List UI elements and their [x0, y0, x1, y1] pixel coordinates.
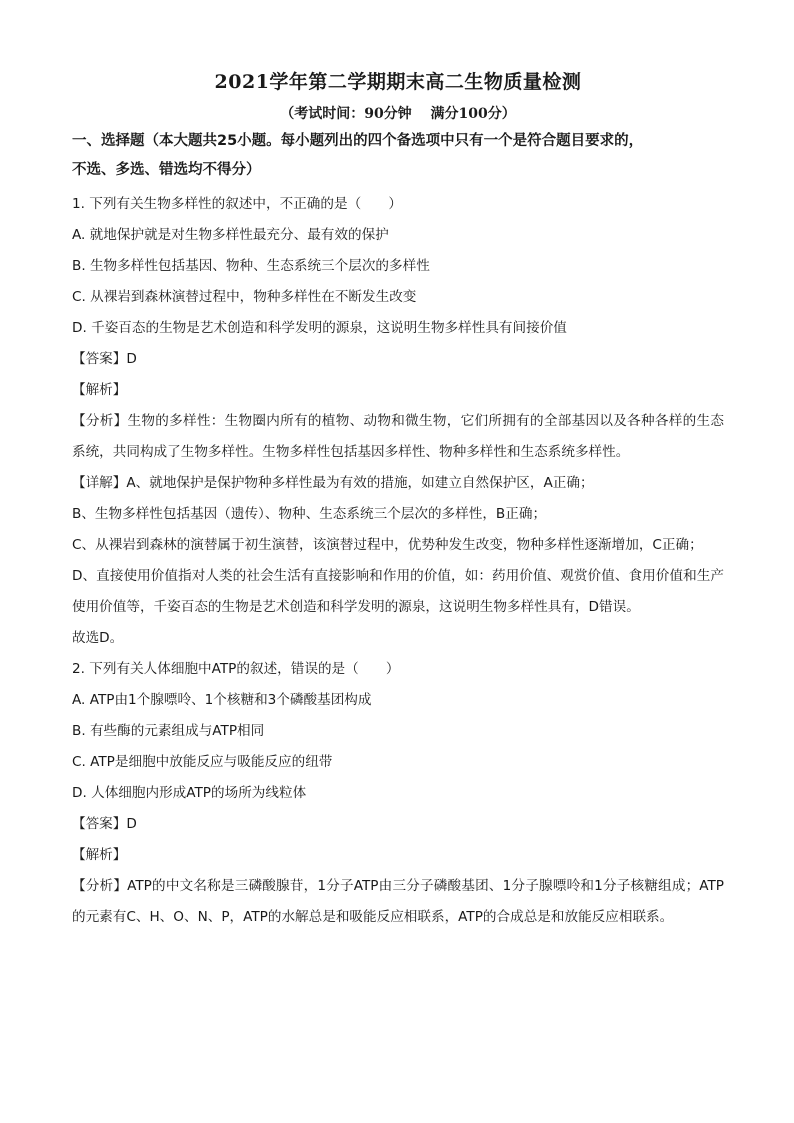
section-heading-line-2: 不选、多选、错选均不得分）: [72, 162, 261, 178]
fenxi-text: 生物的多样性：生物圈内所有的植物、动物和微生物，它们所拥有的全部基因以及各种各样的生态系统，共同构成了生物多样性。生物多样性包括基因多样性、物种多样性和生态系统多样性。: [72, 413, 724, 460]
question-1-xiangjie-d: D、直接使用价值指对人类的社会生活有直接影响和作用的价值，如：药用价值、观赏价值、食用价值和生产使用价值等，千姿百态的生物是艺术创造和科学发明的源泉，这说明生物多样性具有，D错误。: [72, 568, 724, 615]
section-heading-line-1: 一、选择题（本大题共25小题。每小题列出的四个备选项中只有一个是符合题目要求的，: [72, 133, 644, 149]
question-1-stem: 1. 下列有关生物多样性的叙述中，不正确的是（ ）: [72, 196, 402, 212]
question-1-option-c: C. 从裸岩到森林演替过程中，物种多样性在不断发生改变: [72, 289, 417, 305]
answer-value: D: [126, 816, 137, 832]
fenxi-tag: 【分析】: [72, 878, 128, 894]
question-1-option-b: B. 生物多样性包括基因、物种、生态系统三个层次的多样性: [72, 258, 430, 274]
question-1-answer: [72, 344, 724, 375]
question-2-stem: 2. 下列有关人体细胞中ATP的叙述，错误的是（ ）: [72, 661, 400, 677]
question-1-xiangjie-a: [72, 468, 724, 499]
question-1: [72, 189, 724, 654]
fenxi-tag: 【分析】: [72, 413, 128, 429]
answer-tag: 【答案】: [72, 816, 127, 832]
question-1-conclusion: 故选D。: [72, 630, 124, 646]
question-1-xiangjie-c: C、从裸岩到森林的演替属于初生演替，该演替过程中，优势种发生改变，物种多样性逐渐增加，C正确；: [72, 537, 703, 553]
exam-info: （考试时间：90分钟 满分100分）: [280, 106, 516, 122]
question-2-analysis-tag: 【解析】: [72, 847, 127, 863]
question-2-option-d: D. 人体细胞内形成ATP的场所为线粒体: [72, 785, 307, 801]
question-1-option-a: A. 就地保护就是对生物多样性最充分、最有效的保护: [72, 227, 389, 243]
xiangjie-a-text: A、就地保护是保护物种多样性最为有效的措施，如建立自然保护区，A正确；: [126, 475, 594, 491]
answer-tag: 【答案】: [72, 351, 127, 367]
question-2-option-c: C. ATP是细胞中放能反应与吸能反应的纽带: [72, 754, 333, 770]
fenxi-text: ATP的中文名称是三磷酸腺苷，1分子ATP由三分子磷酸基团、1分子腺嘌呤和1分子核糖组成；ATP的元素有C、H、O、N、P，ATP的水解总是和吸能反应相联系，ATP的合成总是和放能反应相联系。: [72, 878, 724, 925]
question-1-fenxi: [72, 406, 724, 468]
question-1-option-d: D. 千姿百态的生物是艺术创造和科学发明的源泉，这说明生物多样性具有间接价值: [72, 320, 567, 336]
question-2-answer: [72, 809, 724, 840]
question-2: [72, 654, 724, 933]
question-2-option-a: A. ATP由1个腺嘌呤、1个核糖和3个磷酸基团构成: [72, 692, 372, 708]
section-heading: [72, 127, 724, 185]
question-2-option-b: B. 有些酶的元素组成与ATP相同: [72, 723, 265, 739]
answer-value: D: [126, 351, 137, 367]
question-1-xiangjie-b: B、生物多样性包括基因（遗传）、物种、生态系统三个层次的多样性，B正确；: [72, 506, 547, 522]
xiangjie-tag: 【详解】: [72, 475, 127, 491]
page-title: 2021学年第二学期期末高二生物质量检测: [214, 71, 582, 93]
question-1-analysis-tag: 【解析】: [72, 382, 127, 398]
question-2-fenxi: [72, 871, 724, 933]
